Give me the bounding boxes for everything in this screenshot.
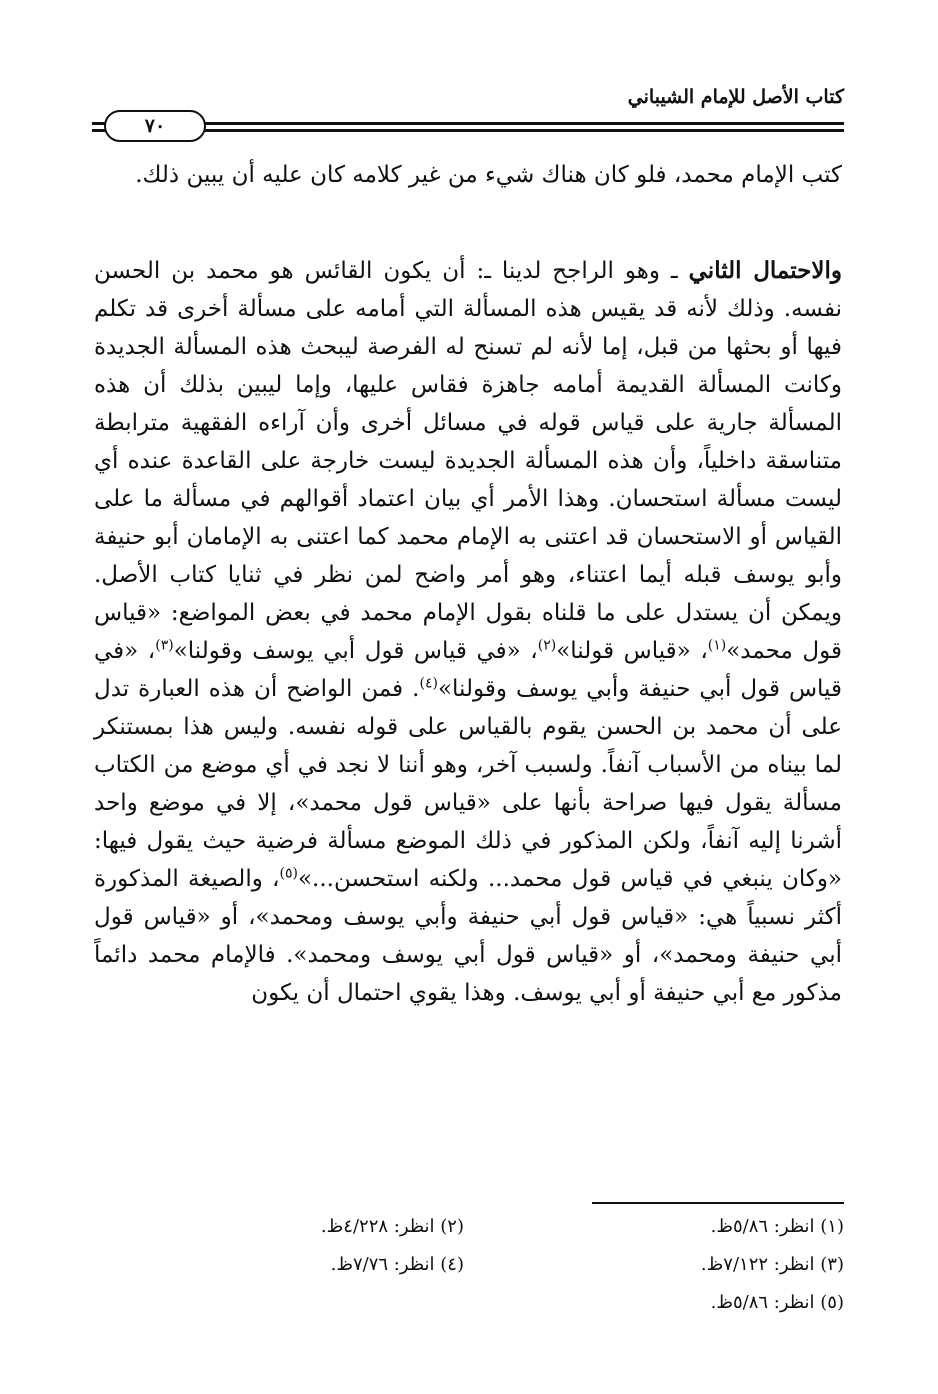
paragraph-2 — [94, 252, 842, 1012]
footnote-ref-4[interactable]: (٤) — [419, 675, 438, 692]
footnote-5: (٥) انظر: ٥/٨٦ظ. — [710, 1292, 844, 1313]
paragraph-2-text-a: ـ وهو الراجح لدينا ـ: أن يكون القائس هو محمد بن الحسن نفسه. وذلك لأنه قد يقيس هذه المسألة التي أمامه على مسألة أخرى قد تكلم فيها أو بحثها من قبل، إما لأنه لم تسنح له الفرصة ليبحث هذه المسألة الجديدة وكانت المسألة القديمة أمامه جاهزة فقاس عليها، وإما ليبين بذلك أن هذه المسألة جارية على قياس قوله في مسائل أخرى وأن آراءه الفقهية مترابطة متناسقة داخلياً، وأن هذه المسألة الجديدة ليست خارجة على القاعدة عنده أي ليست مسألة استحسان. وهذا الأمر أي بيان اعتماد أقوالهم في مسألة ما على القياس أو الاستحسان قد اعتنى به الإمام محمد كما اعتنى به الإمامان أبو حنيفة وأبو يوسف قبله أيما اعتناء، وهو أمر واضح لمن نظر في ثنايا كتاب الأصل. ويمكن أن يستدل على ما قلناه بقول الإمام محمد في بعض المواضع: «قياس قول محمد» — [94, 258, 842, 664]
footnote-3: (٣) انظر: ٧/١٢٢ظ. — [700, 1254, 844, 1275]
footnote-ref-2[interactable]: (٢) — [537, 637, 557, 654]
footnote-2: (٢) انظر: ٤/٢٢٨ظ. — [320, 1216, 464, 1237]
footnote-divider — [592, 1202, 844, 1204]
main-text — [94, 156, 842, 1012]
page-number-badge: ٧٠ — [104, 110, 206, 142]
paragraph-2-text-b: ، «قياس قولنا» — [556, 638, 708, 664]
paragraph-2-lead: والاحتمال الثاني — [688, 257, 842, 284]
footnote-4: (٤) انظر: ٧/٧٦ظ. — [330, 1254, 464, 1275]
footnote-ref-1[interactable]: (١) — [707, 637, 727, 654]
page-header — [92, 86, 844, 146]
book-title: كتاب الأصل للإمام الشيباني — [627, 86, 844, 108]
footnote-ref-3[interactable]: (٣) — [155, 637, 174, 654]
paragraph-2-text-c: ، «في قياس قول أبي يوسف وقولنا» — [173, 638, 538, 664]
paragraph-2-text-d: ، «في قياس قول أبي حنيفة وأبي يوسف وقولنا» — [94, 638, 842, 702]
paragraph-1: كتب الإمام محمد، فلو كان هناك شيء من غير كلامه كان عليه أن يبين ذلك. — [135, 162, 842, 188]
paragraph-2-text-f: ، والصيغة المذكورة أكثر نسبياً هي: «قياس قول أبي حنيفة وأبي يوسف ومحمد»، أو «قياس قول أبي حنيفة ومحمد»، أو «قياس قول أبي يوسف ومحمد». فالإمام محمد دائماً مذكور مع أبي حنيفة أو أبي يوسف. وهذا يقوي احتمال أن يكون — [94, 866, 842, 1006]
footnote-ref-5[interactable]: (٥) — [279, 865, 298, 882]
footnote-1: (١) انظر: ٥/٨٦ظ. — [710, 1216, 844, 1237]
paragraph-2-text-e: . فمن الواضح أن هذه العبارة تدل على أن محمد بن الحسن يقوم بالقياس على قوله نفسه. وليس هذا بمستنكر لما بيناه من الأسباب آنفاً. ولسبب آخر، وهو أننا لا نجد في أي موضع من الكتاب مسألة يقول فيها صراحة بأنها على «قياس قول محمد»، إلا في موضع واحد أشرنا إليه آنفاً، ولكن المذكور في ذلك الموضع مسألة فرضية حيث يقول فيها: «وكان ينبغي في قياس قول محمد... ولكنه استحسن...» — [94, 676, 843, 892]
